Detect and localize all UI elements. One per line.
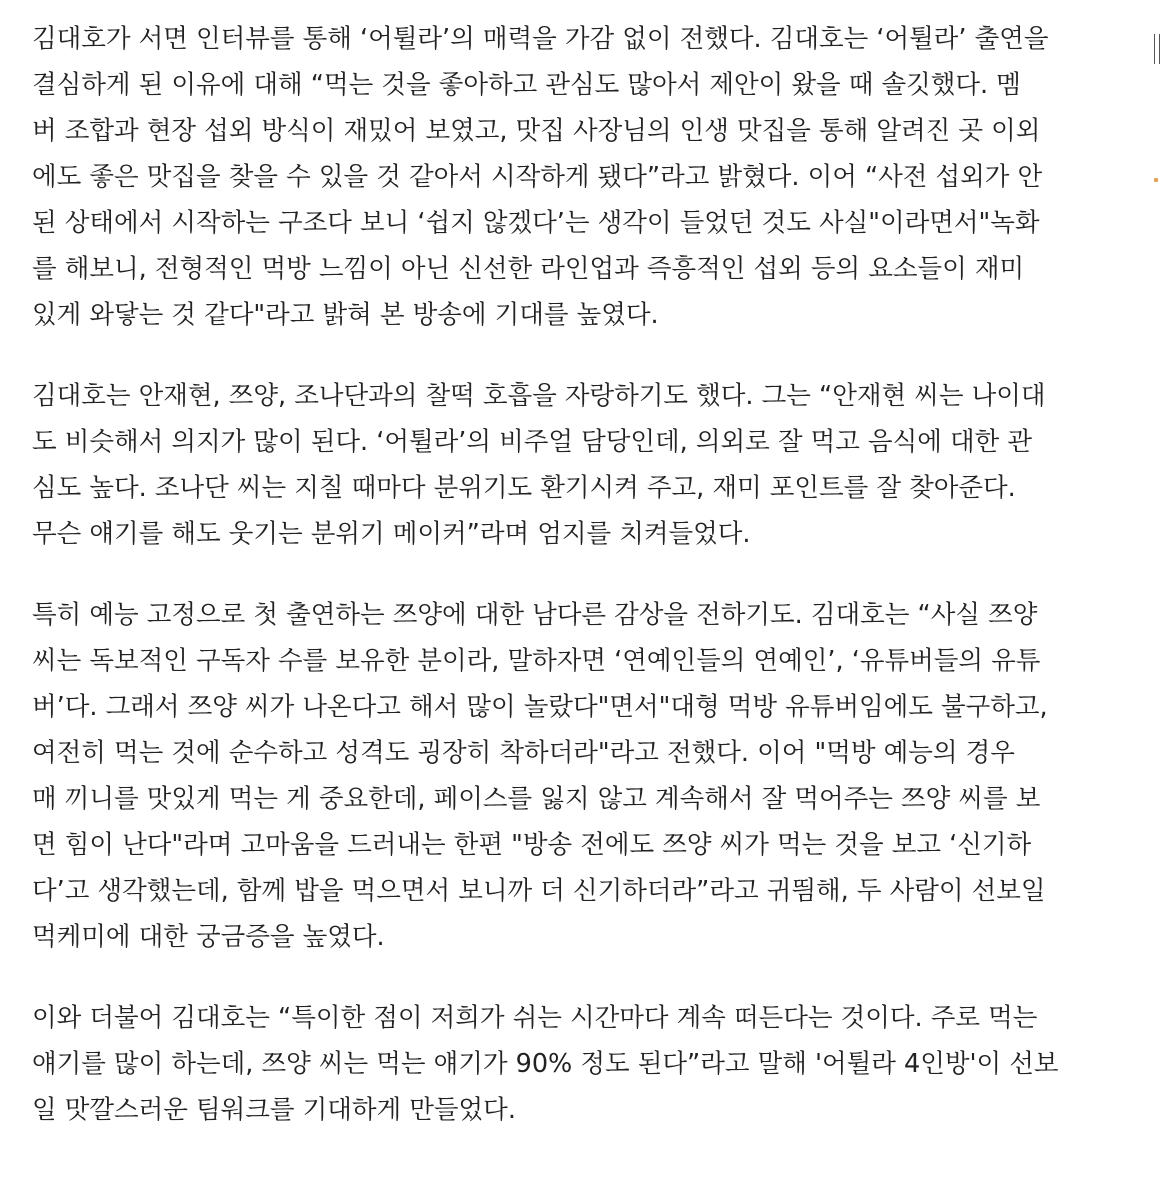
paragraph-interview-intro: [32, 16, 1142, 338]
text-line: 다’고 생각했는데, 함께 밥을 먹으면서 보니까 더 신기하더라”라고 귀띔해, 두 사람이 선보일: [32, 876, 1046, 906]
text-line: 얘기를 많이 하는데, 쯔양 씨는 먹는 얘기가 90% 정도 된다”라고 말해 '어튈라 4인방'이 선보: [32, 1049, 1059, 1079]
text-line: 김대호가 서면 인터뷰를 통해 ‘어튈라’의 매력을 가감 없이 전했다. 김대호는 ‘어튈라’ 출연을: [32, 24, 1049, 54]
text-line: 먹케미에 대한 궁금증을 높였다.: [32, 922, 385, 952]
text-line: 일 맛깔스러운 팀워크를 기대하게 만들었다.: [32, 1095, 516, 1125]
text-line: 매 끼니를 맛있게 먹는 게 중요한데, 페이스를 잃지 않고 계속해서 잘 먹어주는 쯔양 씨를 보: [32, 784, 1041, 814]
text-line: 결심하게 된 이유에 대해 “먹는 것을 좋아하고 관심도 많아서 제안이 왔을 때 솔깃했다. 멤: [32, 70, 1021, 100]
text-line: 된 상태에서 시작하는 구조다 보니 ‘쉽지 않겠다’는 생각이 들었던 것도 사실"이라면서"녹화: [32, 208, 1040, 238]
text-line: 를 해보니, 전형적인 먹방 느낌이 아닌 신선한 라인업과 즉흥적인 섭외 등의 요소들이 재미: [32, 254, 1025, 284]
text-line: 도 비슷해서 의지가 많이 된다. ‘어튈라’의 비주얼 담당인데, 의외로 잘 먹고 음식에 대한 관: [32, 427, 1032, 457]
text-line: 특히 예능 고정으로 첫 출연하는 쯔양에 대한 남다른 감상을 전하기도. 김대호는 “사실 쯔양: [32, 600, 1038, 630]
article-body: [32, 16, 1142, 1168]
paragraph-chemistry: [32, 373, 1142, 557]
text-line: 씨는 독보적인 구독자 수를 보유한 분이라, 말하자면 ‘연예인들의 연예인’, ‘유튜버들의 유튜: [32, 646, 1041, 676]
text-line: 심도 높다. 조나단 씨는 지칠 때마다 분위기도 환기시켜 주고, 재미 포인트를 잘 찾아준다.: [32, 473, 1016, 503]
edge-scroll-mark: [1154, 34, 1160, 64]
text-line: 이와 더불어 김대호는 “특이한 점이 저희가 쉬는 시간마다 계속 떠든다는 것이다. 주로 먹는: [32, 1003, 1038, 1033]
text-line: 면 힘이 난다"라며 고마움을 드러내는 한편 "방송 전에도 쯔양 씨가 먹는 것을 보고 ‘신기하: [32, 830, 1032, 860]
paragraph-teamwork: [32, 995, 1142, 1133]
text-line: 김대호는 안재현, 쯔양, 조나단과의 찰떡 호흡을 자랑하기도 했다. 그는 “안재현 씨는 나이대: [32, 381, 1046, 411]
text-line: 버 조합과 현장 섭외 방식이 재밌어 보였고, 맛집 사장님의 인생 맛집을 통해 알려진 곳 이외: [32, 116, 1041, 146]
text-line: 에도 좋은 맛집을 찾을 수 있을 것 같아서 시작하게 됐다”라고 밝혔다. 이어 “사전 섭외가 안: [32, 162, 1043, 192]
edge-dot-marker: [1154, 178, 1158, 182]
paragraph-tzuyang: [32, 592, 1142, 960]
text-line: 버’다. 그래서 쯔양 씨가 나온다고 해서 많이 놀랐다"면서"대형 먹방 유튜버임에도 불구하고,: [32, 692, 1048, 722]
text-line: 있게 와닿는 것 같다"라고 밝혀 본 방송에 기대를 높였다.: [32, 300, 659, 330]
text-line: 무슨 얘기를 해도 웃기는 분위기 메이커”라며 엄지를 치켜들었다.: [32, 519, 751, 549]
text-line: 여전히 먹는 것에 순수하고 성격도 굉장히 착하더라"라고 전했다. 이어 "먹방 예능의 경우: [32, 738, 1015, 768]
